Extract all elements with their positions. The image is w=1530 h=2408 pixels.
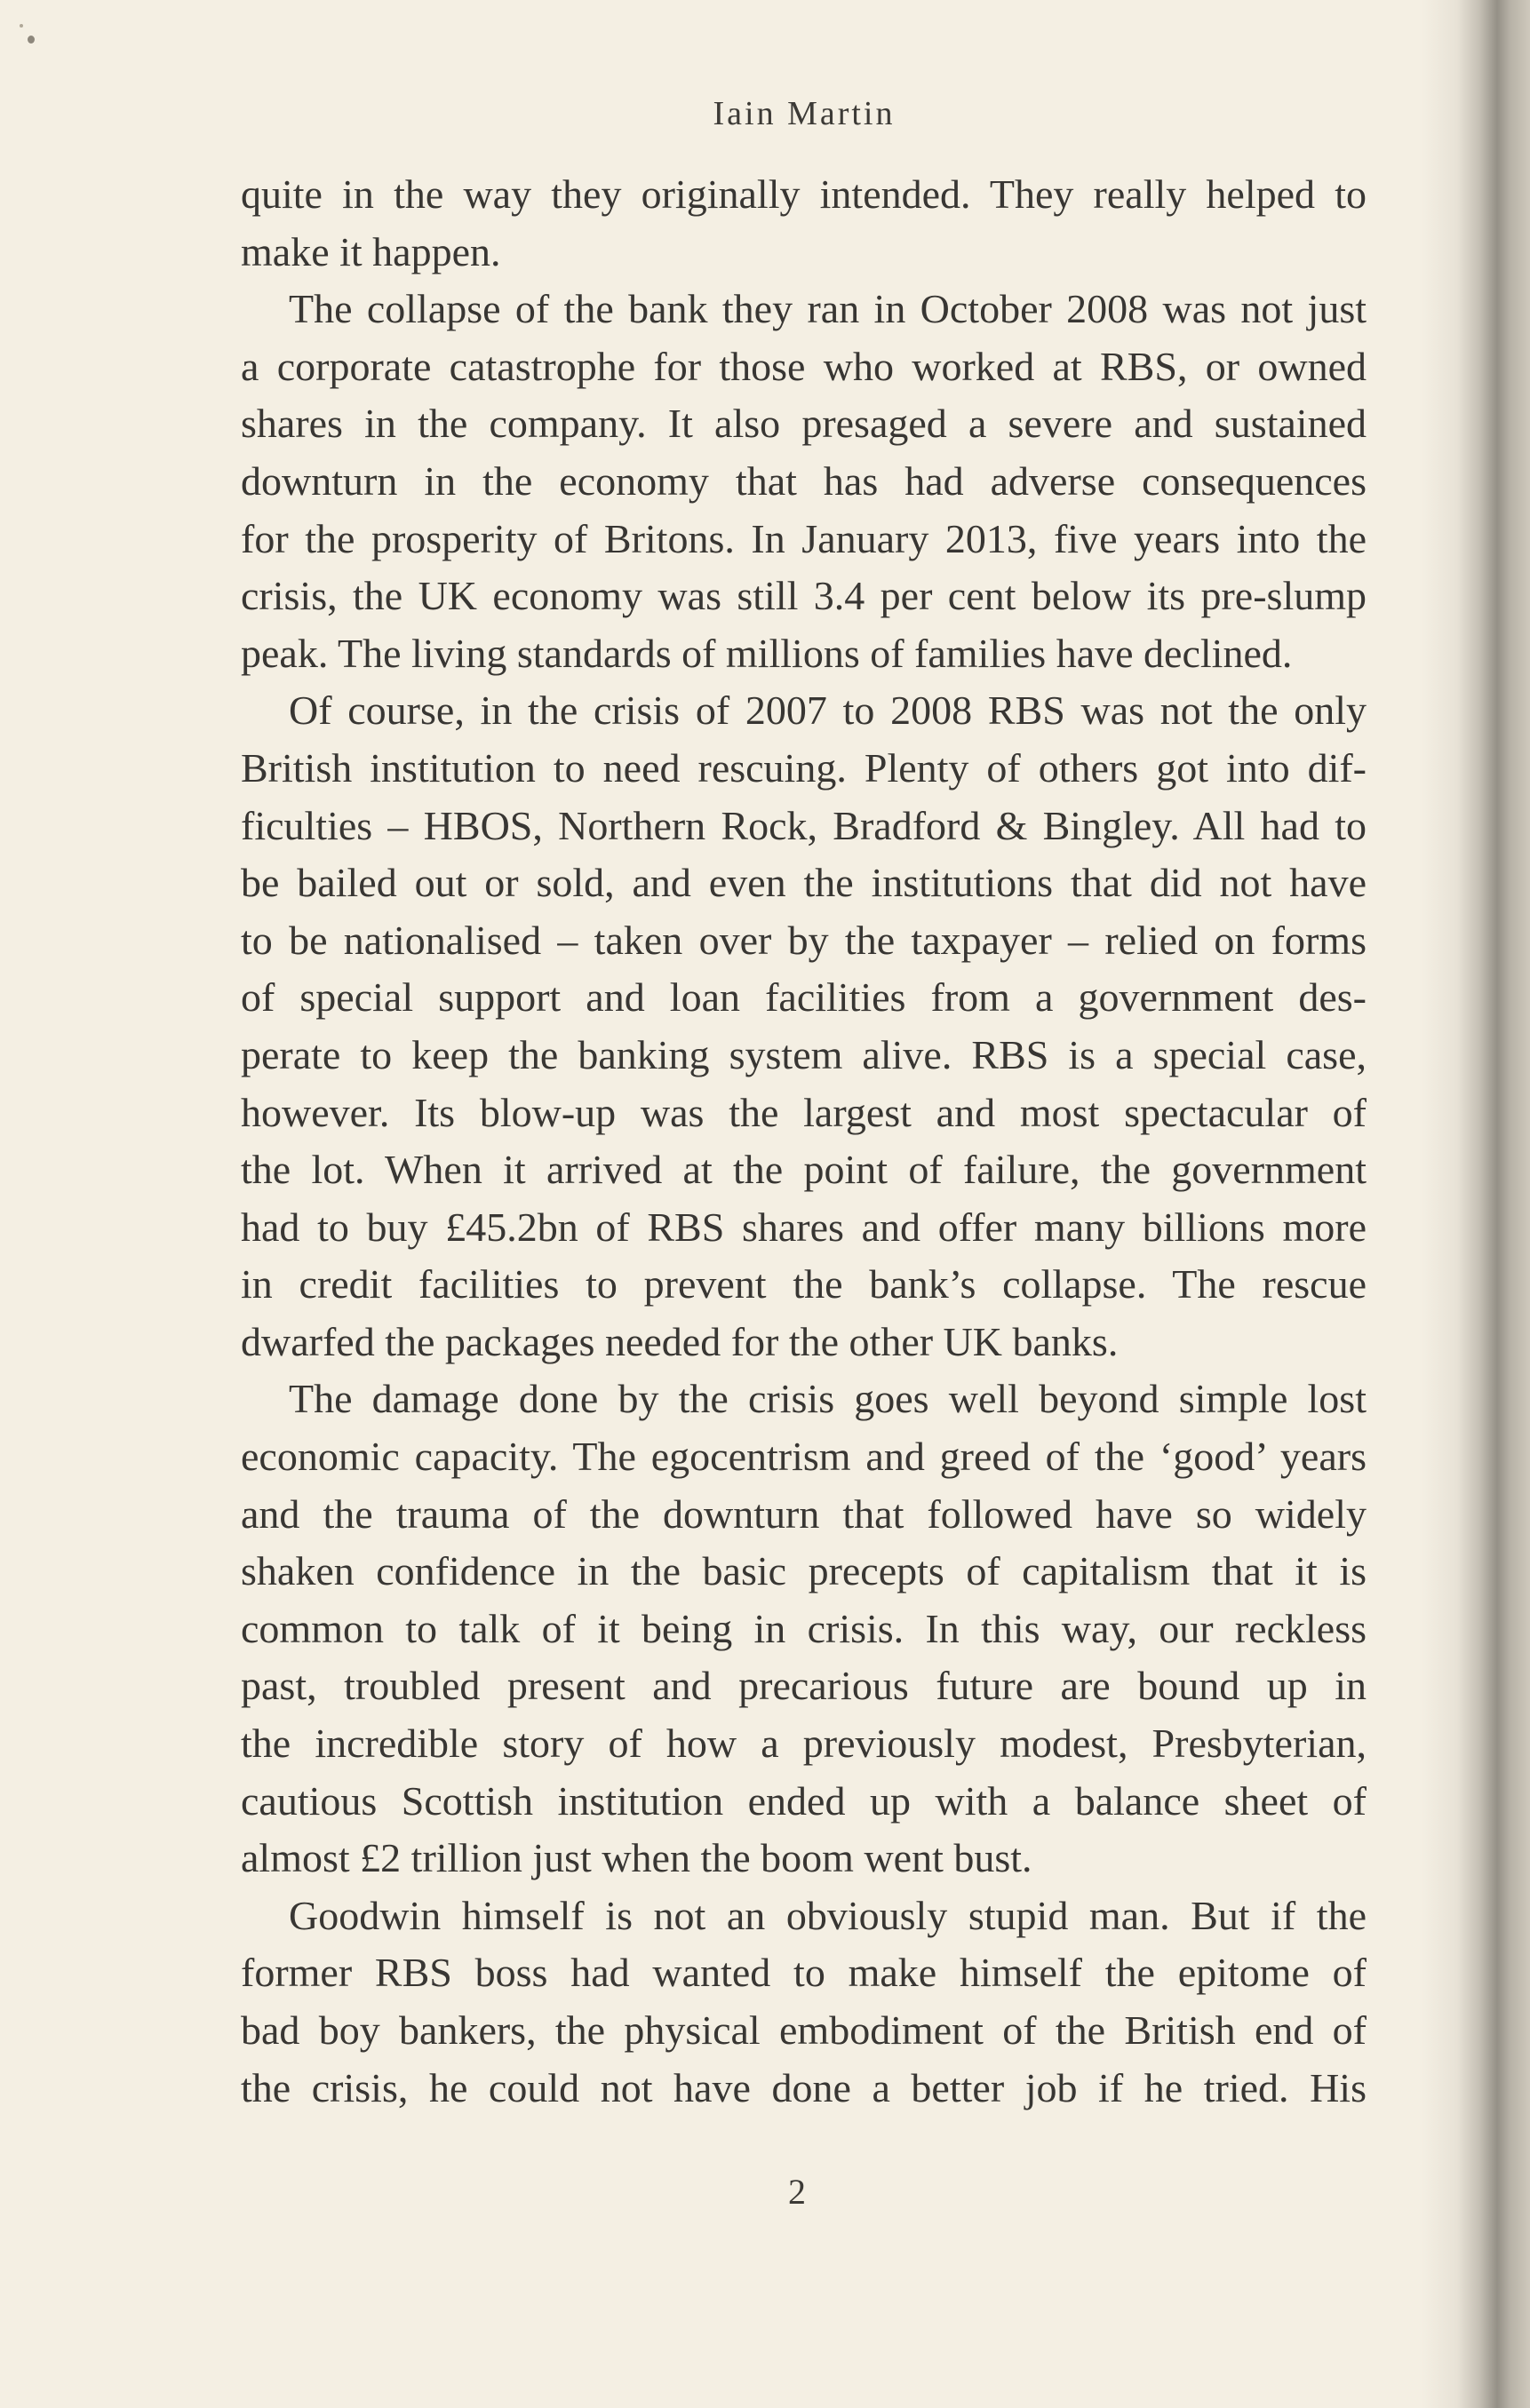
text-line: perate to keep the banking system alive. RBS is a special case, bbox=[241, 1031, 1367, 1077]
text-line: the crisis, he could not have done a better job if he tried. His bbox=[241, 2064, 1367, 2110]
text-line: bad boy bankers, the physical embodiment of the British end of bbox=[241, 2007, 1367, 2053]
text-line: shares in the company. It also presaged a severe and sustained bbox=[241, 401, 1367, 447]
text-line: for the prosperity of Britons. In January 2013, five years into the bbox=[241, 515, 1367, 561]
text-line: dwarfed the packages needed for the other UK banks. bbox=[241, 1318, 1119, 1364]
text-line: ficulties – HBOS, Northern Rock, Bradford & Bingley. All had to bbox=[241, 802, 1367, 848]
paragraph bbox=[241, 1371, 1367, 1887]
text-line: however. Its blow-up was the largest and most spectacular of bbox=[241, 1089, 1367, 1135]
text-line: quite in the way they originally intended. They really helped to bbox=[241, 171, 1367, 217]
text-line: Of course, in the crisis of 2007 to 2008 RBS was not the only bbox=[289, 687, 1367, 734]
gutter-shadow bbox=[1422, 0, 1530, 2408]
text-line: in credit facilities to prevent the bank’s collapse. The rescue bbox=[241, 1261, 1367, 1307]
page-number: 2 bbox=[788, 2172, 806, 2212]
text-line: Goodwin himself is not an obviously stupid man. But if the bbox=[289, 1892, 1367, 1938]
text-line: cautious Scottish institution ended up with a balance sheet of bbox=[241, 1777, 1367, 1824]
text-line: crisis, the UK economy was still 3.4 per cent below its pre-slump bbox=[241, 573, 1367, 619]
text-line: former RBS boss had wanted to make himself the epitome of bbox=[241, 1950, 1367, 1996]
paragraph bbox=[241, 682, 1367, 1371]
text-line: common to talk of it being in crisis. In this way, our reckless bbox=[241, 1605, 1367, 1651]
text-line: and the trauma of the downturn that followed have so widely bbox=[241, 1490, 1367, 1537]
text-line: shaken confidence in the basic precepts of capitalism that it is bbox=[241, 1548, 1367, 1594]
text-line: a corporate catastrophe for those who worked at RBS, or owned bbox=[241, 343, 1367, 389]
text-line: British institution to need rescuing. Plenty of others got into dif- bbox=[241, 744, 1367, 791]
text-line: past, troubled present and precarious future are bound up in bbox=[241, 1663, 1367, 1709]
text-line: to be nationalised – taken over by the taxpayer – relied on forms bbox=[241, 917, 1367, 963]
paper-speck bbox=[28, 36, 35, 44]
text-line: peak. The living standards of millions of families have declined. bbox=[241, 630, 1293, 676]
paragraph bbox=[241, 281, 1367, 682]
paper-speck bbox=[20, 24, 23, 28]
text-line: be bailed out or sold, and even the institutions that did not have bbox=[241, 860, 1367, 906]
text-line: the incredible story of how a previously modest, Presbyterian, bbox=[241, 1721, 1367, 1767]
paragraph bbox=[241, 166, 1367, 281]
running-head-author: Iain Martin bbox=[713, 95, 896, 132]
text-line: of special support and loan facilities from a government des- bbox=[241, 974, 1367, 1021]
text-line: economic capacity. The egocentrism and greed of the ‘good’ years bbox=[241, 1434, 1367, 1480]
text-line: downturn in the economy that has had adverse consequences bbox=[241, 457, 1367, 504]
text-line: had to buy £45.2bn of RBS shares and offer many billions more bbox=[241, 1204, 1367, 1250]
text-line: almost £2 trillion just when the boom went bust. bbox=[241, 1835, 1032, 1881]
paragraph bbox=[241, 1887, 1367, 2117]
text-line: The collapse of the bank they ran in October 2008 was not just bbox=[289, 286, 1367, 332]
text-line: the lot. When it arrived at the point of failure, the government bbox=[241, 1147, 1367, 1193]
text-line: The damage done by the crisis goes well beyond simple lost bbox=[289, 1376, 1367, 1422]
text-line: make it happen. bbox=[241, 228, 501, 274]
body-text bbox=[241, 166, 1367, 2117]
